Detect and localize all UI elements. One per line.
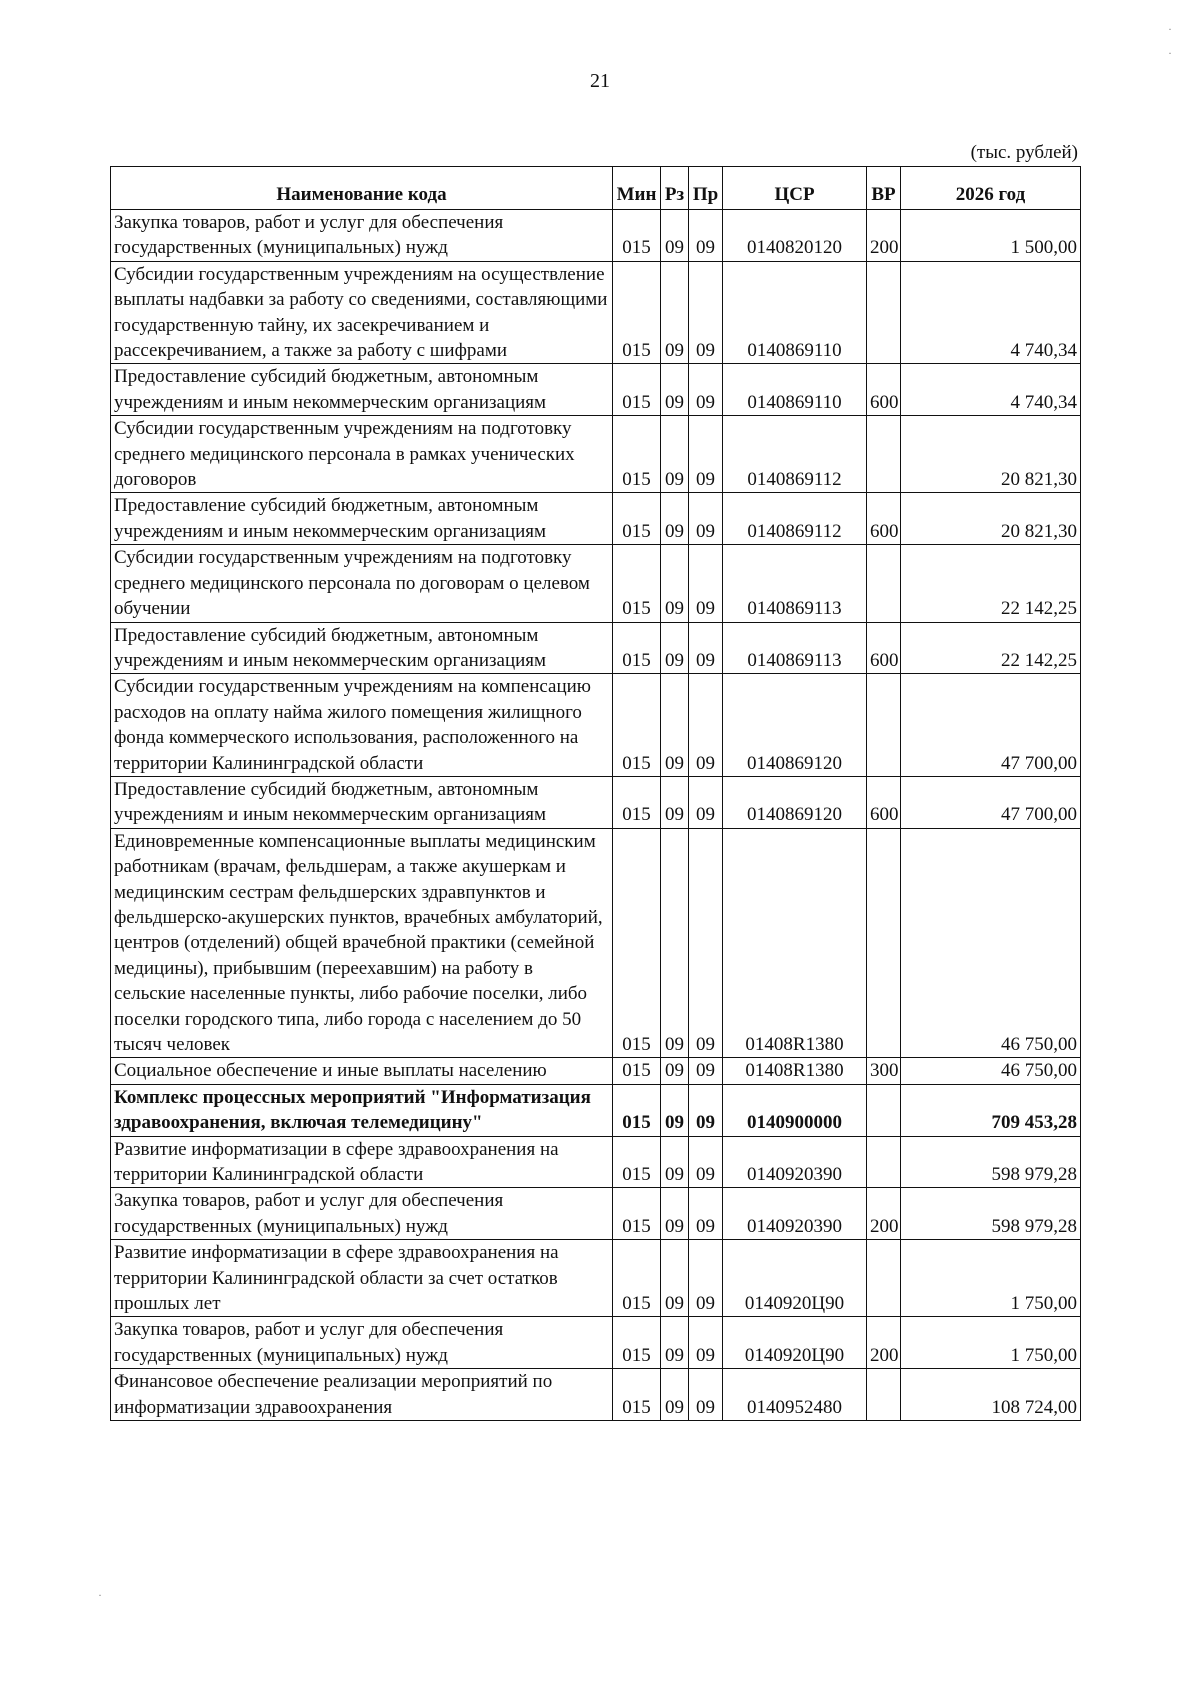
table-row — [111, 210, 1081, 262]
cell-amount: 709 453,28 — [901, 1084, 1081, 1136]
cell-amount: 598 979,28 — [901, 1136, 1081, 1188]
table-row — [111, 776, 1081, 828]
cell-rz: 09 — [661, 1240, 689, 1317]
cell-csr: 0140869120 — [723, 674, 867, 777]
cell-csr: 0140920390 — [723, 1188, 867, 1240]
cell-csr: 0140869110 — [723, 261, 867, 364]
cell-amount: 1 500,00 — [901, 210, 1081, 262]
cell-pr: 09 — [689, 1188, 723, 1240]
cell-name: Предоставление субсидий бюджетным, автономным учреждениям и иным некоммерческим организациям — [111, 493, 613, 545]
cell-min: 015 — [613, 1058, 661, 1084]
cell-csr: 0140869113 — [723, 545, 867, 622]
header-csr: ЦСР — [723, 167, 867, 210]
cell-name: Субсидии государственным учреждениям на подготовку среднего медицинского персонала в рамках ученических договоров — [111, 416, 613, 493]
table-row — [111, 1058, 1081, 1084]
cell-rz: 09 — [661, 261, 689, 364]
cell-amount: 1 750,00 — [901, 1240, 1081, 1317]
cell-name: Предоставление субсидий бюджетным, автономным учреждениям и иным некоммерческим организациям — [111, 622, 613, 674]
cell-amount: 1 750,00 — [901, 1317, 1081, 1369]
cell-name: Комплекс процессных мероприятий "Информатизация здравоохранения, включая телемедицину" — [111, 1084, 613, 1136]
table-row — [111, 1240, 1081, 1317]
cell-name: Развитие информатизации в сфере здравоохранения на территории Калининградской области за счет остатков прошлых лет — [111, 1240, 613, 1317]
cell-name: Закупка товаров, работ и услуг для обеспечения государственных (муниципальных) нужд — [111, 1317, 613, 1369]
cell-pr: 09 — [689, 210, 723, 262]
cell-name: Субсидии государственным учреждениям на осуществление выплаты надбавки за работу со сведениями, составляющими государственную тайну, их засекречиванием и рассекречиванием, а также за работу с шифрами — [111, 261, 613, 364]
cell-rz: 09 — [661, 1084, 689, 1136]
cell-pr: 09 — [689, 828, 723, 1058]
header-name: Наименование кода — [111, 167, 613, 210]
cell-vr — [867, 1240, 901, 1317]
cell-vr: 600 — [867, 776, 901, 828]
cell-vr: 600 — [867, 364, 901, 416]
cell-rz: 09 — [661, 545, 689, 622]
header-rz: Рз — [661, 167, 689, 210]
cell-rz: 09 — [661, 210, 689, 262]
cell-amount: 20 821,30 — [901, 416, 1081, 493]
cell-pr: 09 — [689, 261, 723, 364]
cell-vr — [867, 674, 901, 777]
cell-min: 015 — [613, 545, 661, 622]
header-row — [111, 167, 1081, 210]
cell-min: 015 — [613, 364, 661, 416]
cell-vr — [867, 416, 901, 493]
table-row — [111, 1188, 1081, 1240]
cell-name: Субсидии государственным учреждениям на компенсацию расходов на оплату найма жилого помещения жилищного фонда коммерческого использования, расположенного на территории Калининградской области — [111, 674, 613, 777]
cell-csr: 0140900000 — [723, 1084, 867, 1136]
cell-name: Предоставление субсидий бюджетным, автономным учреждениям и иным некоммерческим организациям — [111, 776, 613, 828]
cell-pr: 09 — [689, 545, 723, 622]
cell-amount: 598 979,28 — [901, 1188, 1081, 1240]
cell-pr: 09 — [689, 776, 723, 828]
cell-amount: 20 821,30 — [901, 493, 1081, 545]
cell-pr: 09 — [689, 364, 723, 416]
cell-amount: 4 740,34 — [901, 364, 1081, 416]
header-year: 2026 год — [901, 167, 1081, 210]
cell-amount: 46 750,00 — [901, 1058, 1081, 1084]
cell-min: 015 — [613, 1084, 661, 1136]
cell-rz: 09 — [661, 1058, 689, 1084]
cell-pr: 09 — [689, 1136, 723, 1188]
header-pr: Пр — [689, 167, 723, 210]
cell-rz: 09 — [661, 828, 689, 1058]
cell-csr: 0140869110 — [723, 364, 867, 416]
cell-min: 015 — [613, 622, 661, 674]
cell-csr: 0140952480 — [723, 1369, 867, 1421]
cell-name: Закупка товаров, работ и услуг для обеспечения государственных (муниципальных) нужд — [111, 210, 613, 262]
cell-min: 015 — [613, 261, 661, 364]
cell-amount: 47 700,00 — [901, 674, 1081, 777]
cell-vr — [867, 1084, 901, 1136]
units-label: (тыс. рублей) — [970, 142, 1078, 163]
table-row — [111, 416, 1081, 493]
cell-name: Развитие информатизации в сфере здравоохранения на территории Калининградской области — [111, 1136, 613, 1188]
table-row — [111, 1084, 1081, 1136]
cell-vr — [867, 1136, 901, 1188]
cell-min: 015 — [613, 1240, 661, 1317]
cell-name: Предоставление субсидий бюджетным, автономным учреждениям и иным некоммерческим организациям — [111, 364, 613, 416]
cell-csr: 0140920390 — [723, 1136, 867, 1188]
cell-amount: 22 142,25 — [901, 545, 1081, 622]
cell-name: Единовременные компенсационные выплаты медицинским работникам (врачам, фельдшерам, а также акушеркам и медицинским сестрам фельдшерских здравпунктов и фельдшерско-акушерских пунктов, врачебных амбулаторий, центров (отделений) общей врачебной практики (семейной медицины), прибывшим (переехавшим) на работу в сельские населенные пункты, либо рабочие поселки, либо поселки городского типа, либо города с населением до 50 тысяч человек — [111, 828, 613, 1058]
cell-min: 015 — [613, 416, 661, 493]
cell-min: 015 — [613, 1188, 661, 1240]
cell-vr: 200 — [867, 1188, 901, 1240]
table-row — [111, 828, 1081, 1058]
cell-vr: 200 — [867, 210, 901, 262]
cell-vr: 600 — [867, 493, 901, 545]
table-row — [111, 493, 1081, 545]
cell-rz: 09 — [661, 416, 689, 493]
scan-speck: · — [98, 1588, 102, 1602]
cell-name: Финансовое обеспечение реализации мероприятий по информатизации здравоохранения — [111, 1369, 613, 1421]
cell-amount: 47 700,00 — [901, 776, 1081, 828]
cell-csr: 0140869112 — [723, 493, 867, 545]
cell-min: 015 — [613, 210, 661, 262]
table-row — [111, 545, 1081, 622]
cell-csr: 0140869113 — [723, 622, 867, 674]
cell-amount: 22 142,25 — [901, 622, 1081, 674]
cell-name: Социальное обеспечение и иные выплаты населению — [111, 1058, 613, 1084]
cell-min: 015 — [613, 1369, 661, 1421]
cell-amount: 108 724,00 — [901, 1369, 1081, 1421]
table-row — [111, 674, 1081, 777]
cell-min: 015 — [613, 493, 661, 545]
cell-csr: 0140869112 — [723, 416, 867, 493]
scan-speck: · — [1168, 22, 1172, 36]
cell-csr: 0140920Ц90 — [723, 1317, 867, 1369]
cell-min: 015 — [613, 776, 661, 828]
cell-rz: 09 — [661, 622, 689, 674]
cell-rz: 09 — [661, 493, 689, 545]
header-min: Мин — [613, 167, 661, 210]
scan-speck: · — [1168, 46, 1172, 60]
cell-pr: 09 — [689, 622, 723, 674]
table-row — [111, 622, 1081, 674]
cell-amount: 46 750,00 — [901, 828, 1081, 1058]
cell-min: 015 — [613, 674, 661, 777]
budget-table — [110, 166, 1081, 1421]
cell-rz: 09 — [661, 364, 689, 416]
cell-vr — [867, 545, 901, 622]
cell-pr: 09 — [689, 1084, 723, 1136]
table-row — [111, 1136, 1081, 1188]
cell-csr: 01408R1380 — [723, 1058, 867, 1084]
cell-min: 015 — [613, 828, 661, 1058]
cell-rz: 09 — [661, 1188, 689, 1240]
table-row — [111, 261, 1081, 364]
header-vr: ВР — [867, 167, 901, 210]
cell-rz: 09 — [661, 776, 689, 828]
table-row — [111, 1317, 1081, 1369]
cell-vr: 300 — [867, 1058, 901, 1084]
cell-pr: 09 — [689, 674, 723, 777]
table-row — [111, 364, 1081, 416]
table-row — [111, 1369, 1081, 1421]
cell-rz: 09 — [661, 674, 689, 777]
cell-vr — [867, 261, 901, 364]
cell-vr: 600 — [867, 622, 901, 674]
cell-pr: 09 — [689, 1058, 723, 1084]
cell-min: 015 — [613, 1136, 661, 1188]
cell-csr: 0140920Ц90 — [723, 1240, 867, 1317]
cell-vr — [867, 1369, 901, 1421]
cell-pr: 09 — [689, 493, 723, 545]
cell-name: Субсидии государственным учреждениям на подготовку среднего медицинского персонала по договорам о целевом обучении — [111, 545, 613, 622]
cell-amount: 4 740,34 — [901, 261, 1081, 364]
cell-vr — [867, 828, 901, 1058]
cell-pr: 09 — [689, 1317, 723, 1369]
cell-min: 015 — [613, 1317, 661, 1369]
cell-csr: 0140820120 — [723, 210, 867, 262]
cell-csr: 0140869120 — [723, 776, 867, 828]
page-number: 21 — [590, 70, 610, 92]
cell-name: Закупка товаров, работ и услуг для обеспечения государственных (муниципальных) нужд — [111, 1188, 613, 1240]
cell-vr: 200 — [867, 1317, 901, 1369]
cell-rz: 09 — [661, 1369, 689, 1421]
cell-pr: 09 — [689, 416, 723, 493]
cell-rz: 09 — [661, 1136, 689, 1188]
cell-csr: 01408R1380 — [723, 828, 867, 1058]
cell-pr: 09 — [689, 1369, 723, 1421]
cell-rz: 09 — [661, 1317, 689, 1369]
cell-pr: 09 — [689, 1240, 723, 1317]
